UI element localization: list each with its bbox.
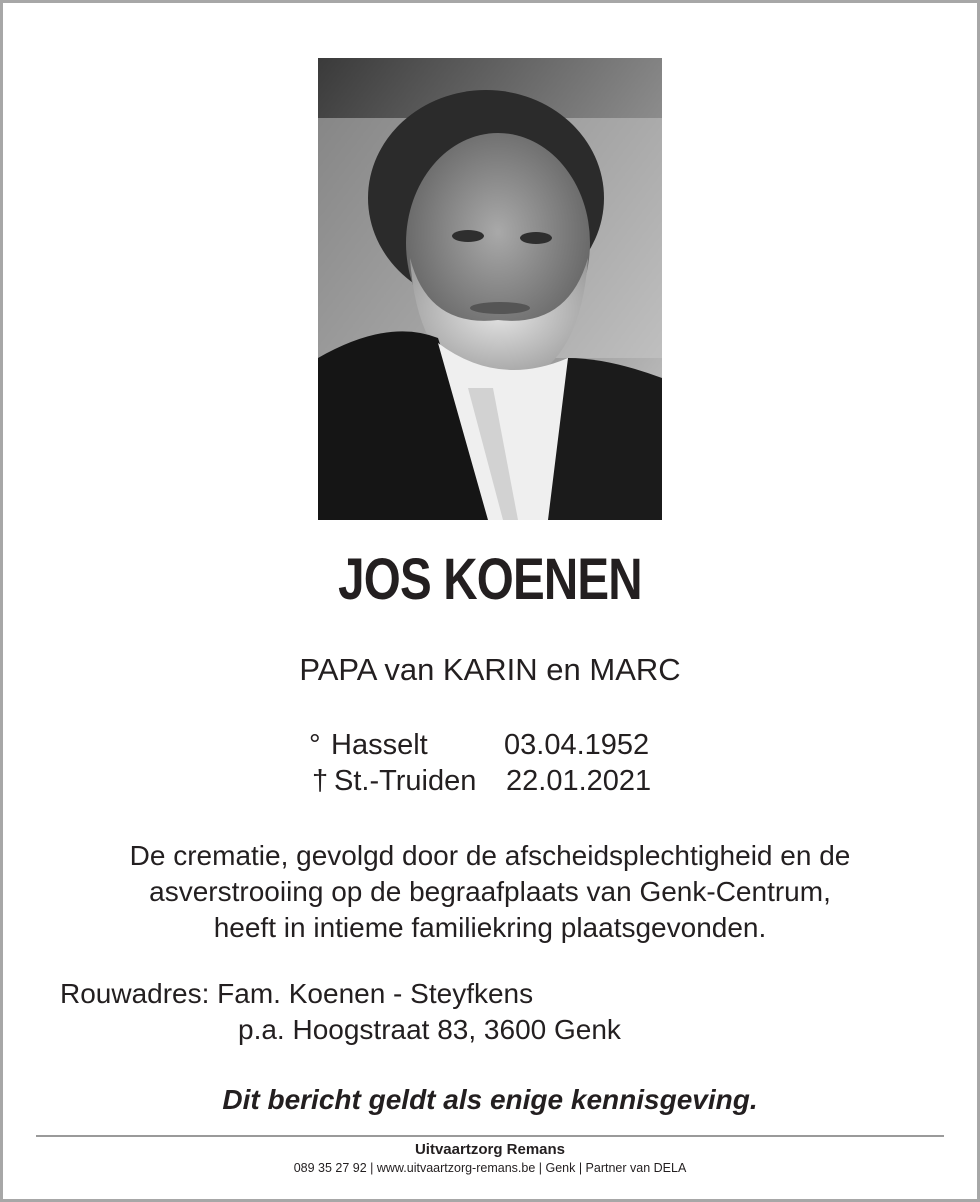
- portrait-photo: [318, 58, 662, 520]
- notice-text: Dit bericht geldt als enige kennisgeving.: [222, 1084, 758, 1115]
- death-date: 22.01.2021: [506, 765, 652, 797]
- mourning-address-name: Rouwadres: Fam. Koenen - Steyfkens: [60, 978, 534, 1009]
- family-relation: PAPA van KARIN en MARC: [299, 652, 681, 687]
- deceased-name: JOS KOENEN: [338, 547, 642, 612]
- death-symbol: †: [312, 765, 329, 797]
- ceremony-line: heeft in intieme familiekring plaatsgevonden.: [213, 912, 767, 943]
- birth-date: 03.04.1952: [504, 729, 650, 761]
- birth-symbol: °: [309, 729, 321, 761]
- mourning-address-street: p.a. Hoogstraat 83, 3600 Genk: [238, 1014, 621, 1045]
- death-place: St.-Truiden: [334, 765, 477, 797]
- funeral-home-contact: 089 35 27 92 | www.uitvaartzorg-remans.be | Genk | Partner van DELA: [293, 1161, 687, 1175]
- birth-place: Hasselt: [331, 729, 428, 761]
- ceremony-line: asverstrooiing op de begraafplaats van Genk-Centrum,: [149, 876, 831, 907]
- ceremony-text: [0, 838, 980, 946]
- footer-divider: [36, 1135, 944, 1137]
- ceremony-line: De crematie, gevolgd door de afscheidsplechtigheid en de: [129, 840, 851, 871]
- funeral-home-name: Uitvaartzorg Remans: [414, 1141, 566, 1158]
